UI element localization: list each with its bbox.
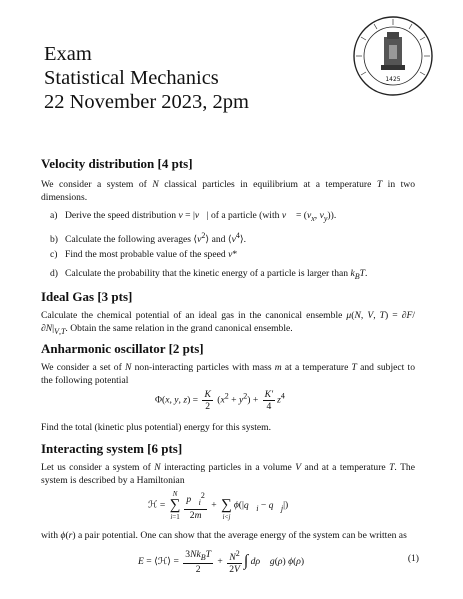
question-c: c) Find the most probable value of the speed v*	[50, 249, 238, 260]
section-anharmonic-question: Find the total (kinetic plus potential) energy for this system.	[41, 422, 272, 433]
potential-equation: Φ(x, y, z) = $\frac{K}{2}$ $(x^2 + y^2)$ + $\frac{K'}{4}$ $z^4$	[155, 389, 285, 412]
exam-title-line1: Exam	[44, 43, 92, 65]
section-ideal-gas-title: Ideal Gas [3 pts]	[41, 289, 133, 304]
equation-number: (1)	[407, 553, 419, 564]
seal-year: 1425	[385, 76, 401, 83]
exam-title-line2: Statistical Mechanics	[44, 67, 219, 89]
hamiltonian-equation: ℋ = N ∑ i=1 $\frac{p⃗_i^2}{2m}$ + ∑ i<j $\phi(|q⃗_i$ − $q⃗_j|$)	[148, 490, 289, 521]
question-b: b) Calculate the following averages $⟨v^2⟩$ and $⟨v^4⟩$.	[50, 231, 246, 246]
section-velocity-intro: We consider a system of N classical particles in equilibrium at a temperature T in two dimensions.	[41, 179, 416, 203]
section-interacting-title: Interacting system [6 pts]	[41, 441, 183, 456]
question-a: a) Derive the speed distribution v = |v⃗| of a particle (with v⃗ = ($v_x$, $v_y$)).	[50, 210, 337, 223]
section-anharmonic-title: Anharmonic oscillator [2 pts]	[41, 341, 204, 356]
exam-title-line3: 22 November 2023, 2pm	[44, 91, 249, 113]
section-ideal-gas-text: Calculate the chemical potential of an ideal gas in the canonical ensemble μ(N, V, $T) = \partial F/\partial N|_{V,T}$. Obtain the same relation in the grand canonical ensemble.	[41, 310, 415, 336]
section-interacting-text-2: with ϕ(r) a pair potential. One can show that the average energy of the system can be written as	[41, 530, 407, 541]
university-seal-logo	[352, 15, 434, 97]
exam-header	[44, 42, 249, 114]
section-anharmonic-text: We consider a set of N non-interacting particles with mass m at a temperature T and subject to the following potential	[41, 362, 415, 386]
question-d: d) Calculate the probability that the kinetic energy of a particle is larger than $k_BT$.	[50, 268, 368, 281]
section-velocity-title: Velocity distribution [4 pts]	[41, 156, 193, 171]
section-interacting-text: Let us consider a system of N interacting particles in a volume V and at a temperature T. The system is described by a Hamiltonian	[41, 462, 415, 486]
energy-equation: E = ⟨ℋ⟩ = $\frac{3Nk_BT}{2}$ + $\frac{N^2}{2V}$ ∫ dρ⃗ g(ρ) ϕ(ρ)	[138, 548, 305, 576]
